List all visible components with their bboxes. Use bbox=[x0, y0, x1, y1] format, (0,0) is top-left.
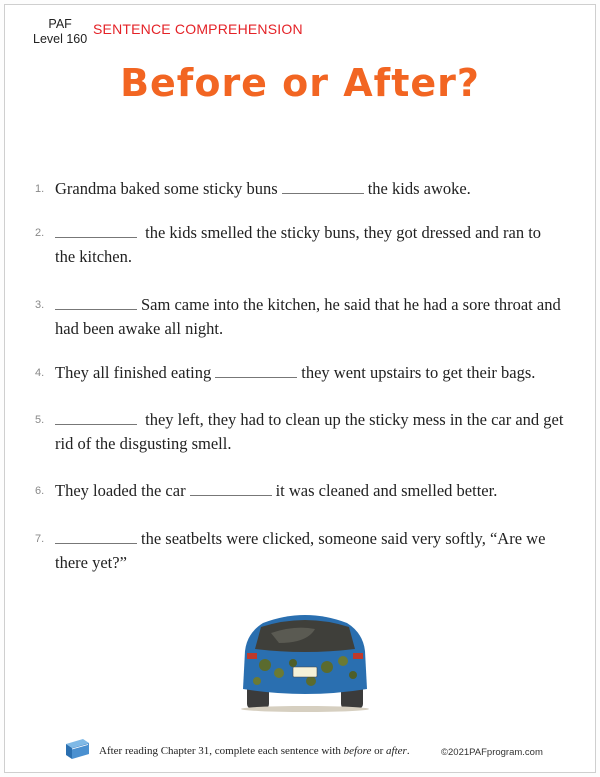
sentence-item-6 bbox=[35, 479, 565, 503]
page-footer bbox=[5, 735, 595, 775]
copyright-text: ©2021PAFprogram.com bbox=[441, 747, 543, 758]
dirty-car-illustration bbox=[235, 603, 375, 713]
section-title: SENTENCE COMPREHENSION bbox=[93, 21, 303, 37]
item-number: 5. bbox=[35, 414, 45, 426]
item-number: 2. bbox=[35, 227, 45, 239]
sentence-text: they left, they had to clean up the sticky mess in the car and get rid of the disgusting smell. bbox=[55, 410, 564, 453]
sentence-item-3 bbox=[35, 293, 565, 341]
answer-blank[interactable] bbox=[55, 223, 137, 238]
footer-instruction: After reading Chapter 31, complete each sentence with before or after. bbox=[99, 745, 410, 757]
item-number: 7. bbox=[35, 533, 45, 545]
sentence-item-4 bbox=[35, 361, 565, 385]
sentence-text: They loaded the car bbox=[55, 481, 186, 500]
answer-blank[interactable] bbox=[190, 481, 272, 496]
sentence-text: Sam came into the kitchen, he said that he had a sore throat and had been awake all night. bbox=[55, 295, 561, 338]
sentence-item-7 bbox=[35, 527, 565, 575]
sentence-item-5 bbox=[35, 408, 565, 456]
item-number: 6. bbox=[35, 485, 45, 497]
answer-blank[interactable] bbox=[215, 363, 297, 378]
item-number: 1. bbox=[35, 183, 45, 195]
sentence-item-1 bbox=[35, 177, 565, 201]
book-icon bbox=[63, 735, 91, 763]
answer-blank[interactable] bbox=[282, 179, 364, 194]
item-number: 3. bbox=[35, 299, 45, 311]
sentence-text: the kids smelled the sticky buns, they got dressed and ran to the kitchen. bbox=[55, 223, 542, 266]
level-number: Level 160 bbox=[33, 32, 88, 46]
program-name: PAF bbox=[48, 17, 72, 31]
sentence-text: it was cleaned and smelled better. bbox=[275, 481, 498, 500]
sentence-text: they went upstairs to get their bags. bbox=[301, 363, 536, 382]
sentence-item-2 bbox=[35, 221, 565, 269]
answer-blank[interactable] bbox=[55, 410, 137, 425]
page-title: Before or After? bbox=[120, 61, 480, 105]
answer-blank[interactable] bbox=[55, 529, 137, 544]
sentence-text: Grandma baked some sticky buns bbox=[55, 179, 278, 198]
sentence-text: the kids awoke. bbox=[367, 179, 471, 198]
sentence-text: the seatbelts were clicked, someone said very softly, “Are we there yet?” bbox=[55, 529, 546, 572]
answer-blank[interactable] bbox=[55, 295, 137, 310]
sentence-text: They all finished eating bbox=[55, 363, 212, 382]
program-level-label bbox=[33, 17, 87, 47]
item-number: 4. bbox=[35, 367, 45, 379]
worksheet-page bbox=[4, 4, 596, 773]
